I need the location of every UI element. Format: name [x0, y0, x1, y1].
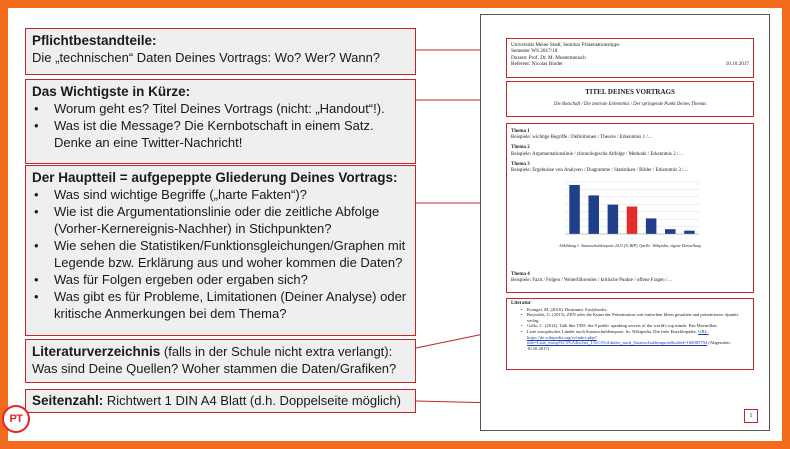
chart-bar — [608, 205, 619, 234]
box-literatur-text: Was sind Deine Quellen? Woher stammen die Daten/Grafiken? — [32, 361, 397, 376]
doc-theme-heading: Thema 2 — [511, 145, 530, 151]
doc-literature-item: • Gallo, C. (2014). Talk like TED: the 9 public speaking secrets of the world's top minds. Pan Macmillan. — [521, 323, 749, 329]
pt-logo-text: PT — [9, 413, 23, 425]
box-haupt-heading: Der Hauptteil = aufgepeppte Gliederung Deines Vortrags: — [32, 170, 398, 185]
bar-chart-svg — [555, 178, 705, 242]
doc-header-date: 10.10.2017 — [725, 61, 749, 68]
box-haupt-item: • Wie ist die Argumentationslinie oder die zeitliche Abfolge (Vorher-Kernereignis-Nachher) in Stichpunkten? — [32, 203, 409, 237]
doc-header-line: Universität Meine Stadt, Seminar Präsentationstipps — [511, 42, 620, 48]
box-seiten-text: Richtwert 1 DIN A4 Blatt (d.h. Doppelseite möglich) — [103, 393, 401, 408]
doc-main-box — [506, 123, 754, 293]
doc-theme-body: Beispiele: Ergebnisse von Analysen / Diagramme / Statistiken / Bilder / Erkenntnis 3 /… — [511, 168, 689, 174]
doc-header-row — [511, 61, 749, 67]
doc-theme-heading: Thema 1 — [511, 129, 530, 134]
box-haupt-item: • Was sind wichtige Begriffe („harte Fakten“)? — [32, 186, 409, 203]
doc-literature-item: • Reynolds, G. (2013). ZEN oder die Kunst der Präsentation: mit einfachen Ideen gestalten und präsentieren. dpunkt. verlag. — [521, 312, 749, 323]
doc-subtitle: Die Botschaft / Die zentrale Erkenntnis / Der springende Punkt Deines Themas — [553, 102, 707, 107]
doc-header-line: Semester WS 2017/18 — [511, 48, 558, 55]
doc-title: TITEL DEINES VORTRAGS — [585, 88, 675, 96]
box-literatur-note: (falls in der Schule nicht extra verlangt): — [160, 344, 393, 359]
chart-bar — [627, 207, 638, 234]
chart-bar — [588, 196, 599, 235]
doc-literature-item — [521, 329, 749, 351]
box-pflicht-heading: Pflichtbestandteile: — [32, 33, 157, 48]
doc-bar-chart — [555, 178, 705, 248]
box-literatur-heading: Literaturverzeichnis — [32, 344, 161, 359]
chart-bar — [684, 231, 695, 234]
doc-literature-item: • Krengel, M. (2016). Bestimmt. Eastybooks. — [521, 307, 749, 313]
chart-bar — [665, 229, 676, 234]
doc-theme-body: Beispiele: Argumentationslinie / chronologische Abfolge / Methode / Erkenntnis 2 /… — [511, 151, 684, 157]
doc-literature-item-text: Liste europäischer Länder nach Staatsschuldenquote. In: Wikipedia, Die freie Enzyklopädie. — [527, 328, 697, 334]
doc-literature-url[interactable]: URL: https://de.wikipedia.org/w/index.php?title=Liste_europ%C3%A4ischer_L%C3%A4nder_nach_Staatsschuldenquote&oldid=168005794 — [527, 328, 709, 346]
doc-theme-body: Beispiele: wichtige Begriffe / Definitionen / Theorie / Erkenntnis 1 /… — [511, 135, 653, 141]
doc-page-number: 1 — [744, 409, 758, 423]
box-seiten-heading: Seitenzahl: — [32, 393, 104, 408]
doc-literature-heading: Literatur — [511, 301, 531, 306]
doc-header-box — [506, 38, 754, 78]
doc-theme-body: Beispiele: Fazit / Folgen / Weiterführendes / kritische Punkte / offene Fragen /… — [511, 278, 673, 284]
doc-title-box — [506, 81, 754, 117]
box-haupt-item: • Wie sehen die Statistiken/Funktionsgleichungen/Graphen mit Legende bzw. Erklärung aus und woher kommen die Daten? — [32, 237, 409, 271]
box-kurz-item: • Worum geht es? Titel Deines Vortrags (nicht: „Handout“!). — [32, 100, 409, 117]
box-kurz-item: • Was ist die Message? Die Kernbotschaft in einem Satz. Denke an eine Twitter-Nachricht! — [32, 117, 409, 151]
slide — [8, 8, 782, 441]
doc-literature-list — [511, 307, 749, 352]
doc-header-line: Referent: Nicolas Binder — [511, 61, 563, 68]
doc-literature-box — [506, 298, 754, 370]
box-haupt-item: • Was gibt es für Probleme, Limitationen (Deiner Analyse) oder kritische Anmerkungen bei dem Thema? — [32, 288, 409, 322]
doc-literature-retrieved: (Abgerufen: 10.10.2017) — [527, 340, 731, 351]
doc-chart-caption: Abbildung 1: Staatsschuldenquote 2013 (% BIP), Quelle: Wikipedia, eigene Darstellung — [559, 243, 701, 249]
box-haupt-item: • Was für Folgen ergeben oder ergaben sich? — [32, 271, 409, 288]
box-pflicht-text: Die „technischen“ Daten Deines Vortrags: Wo? Wer? Wann? — [32, 50, 381, 65]
chart-bar — [569, 185, 580, 234]
handout-page — [480, 14, 770, 431]
box-kurz-heading: Das Wichtigste in Kürze: — [32, 84, 191, 99]
chart-bar — [646, 219, 657, 235]
pt-logo — [2, 405, 30, 433]
doc-theme-heading: Thema 4 — [511, 272, 530, 278]
doc-theme-heading: Thema 3 — [511, 161, 530, 167]
doc-header-line: Dozent: Prof. Dr. M. Mustermensch — [511, 54, 586, 61]
